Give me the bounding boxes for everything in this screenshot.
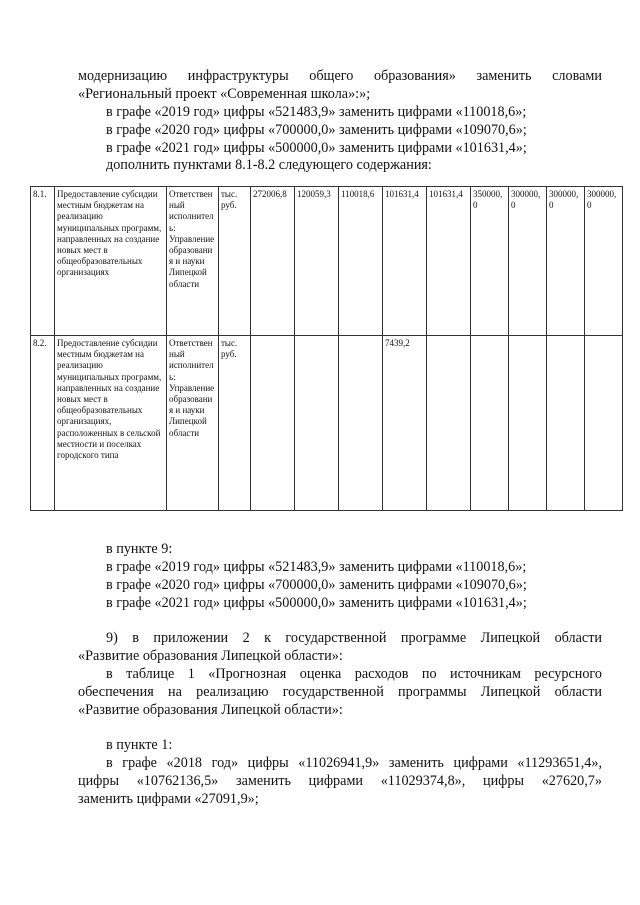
row-value: 110018,6 <box>339 187 383 336</box>
row-executor: Ответственный исполнитель: Управление образования и науки Липецкой области <box>167 187 219 336</box>
text-line: «Развитие образования Липецкой области»: <box>78 648 343 664</box>
text-line: в графе «2020 год» цифры «700000,0» заменить цифрами «109070,6»; <box>106 577 527 593</box>
row-unit: тыс. руб. <box>219 336 251 511</box>
text-line: в графе «2021 год» цифры «500000,0» заменить цифрами «101631,4»; <box>106 140 527 156</box>
row-name: Предоставление субсидии местным бюджетам на реализацию муниципальных программ, направленных на создание новых мест в общеобразовательных организациях <box>55 187 167 336</box>
row-value <box>585 336 623 511</box>
row-value <box>509 336 547 511</box>
text-line: в графе «2019 год» цифры «521483,9» заменить цифрами «110018,6»; <box>106 559 527 575</box>
text-line: в пункте 9: <box>106 541 173 557</box>
text-line: обеспечения на реализацию государственной программы Липецкой области <box>78 684 602 700</box>
table-row <box>31 336 623 511</box>
row-name: Предоставление субсидии местным бюджетам на реализацию муниципальных программ, направленных на создание новых мест в общеобразовательных организациях, расположенных в сельской местности и поселках городского типа <box>55 336 167 511</box>
text-line: в пункте 1: <box>106 737 173 753</box>
row-value: 7439,2 <box>383 336 427 511</box>
text-line: в графе «2020 год» цифры «700000,0» заменить цифрами «109070,6»; <box>106 122 527 138</box>
text-line: в графе «2019 год» цифры «521483,9» заменить цифрами «110018,6»; <box>106 104 527 120</box>
text-line: «Региональный проект «Современная школа»:»; <box>78 86 371 102</box>
row-value: 101631,4 <box>383 187 427 336</box>
text-line: заменить цифрами «27091,9»; <box>78 791 259 807</box>
row-value <box>339 336 383 511</box>
row-value: 120059,3 <box>295 187 339 336</box>
row-value <box>295 336 339 511</box>
text-line: в таблице 1 «Прогнозная оценка расходов по источникам ресурсного <box>106 666 602 682</box>
table-row <box>31 187 623 336</box>
text-line: модернизацию инфраструктуры общего образования» заменить словами <box>78 68 602 84</box>
text-line: «Развитие образования Липецкой области»: <box>78 702 343 718</box>
row-value <box>471 336 509 511</box>
row-value <box>427 336 471 511</box>
text-line: цифры «10762136,5» заменить цифрами «11029374,8», цифры «27620,7» <box>78 773 602 789</box>
row-value: 272006,8 <box>251 187 295 336</box>
row-value: 300000,0 <box>547 187 585 336</box>
row-executor: Ответственный исполнитель: Управление образования и науки Липецкой области <box>167 336 219 511</box>
text-line: 9) в приложении 2 к государственной программе Липецкой области <box>106 630 602 646</box>
row-value <box>251 336 295 511</box>
text-line: дополнить пунктами 8.1-8.2 следующего содержания: <box>106 157 432 173</box>
row-number: 8.1. <box>31 187 55 336</box>
row-number: 8.2. <box>31 336 55 511</box>
row-value: 350000,0 <box>471 187 509 336</box>
row-value: 300000,0 <box>585 187 623 336</box>
text-line: в графе «2018 год» цифры «11026941,9» заменить цифрами «11293651,4», <box>106 755 602 771</box>
row-unit: тыс. руб. <box>219 187 251 336</box>
program-table <box>30 186 623 511</box>
text-line: в графе «2021 год» цифры «500000,0» заменить цифрами «101631,4»; <box>106 595 527 611</box>
row-value: 300000,0 <box>509 187 547 336</box>
row-value <box>547 336 585 511</box>
row-value: 101631,4 <box>427 187 471 336</box>
